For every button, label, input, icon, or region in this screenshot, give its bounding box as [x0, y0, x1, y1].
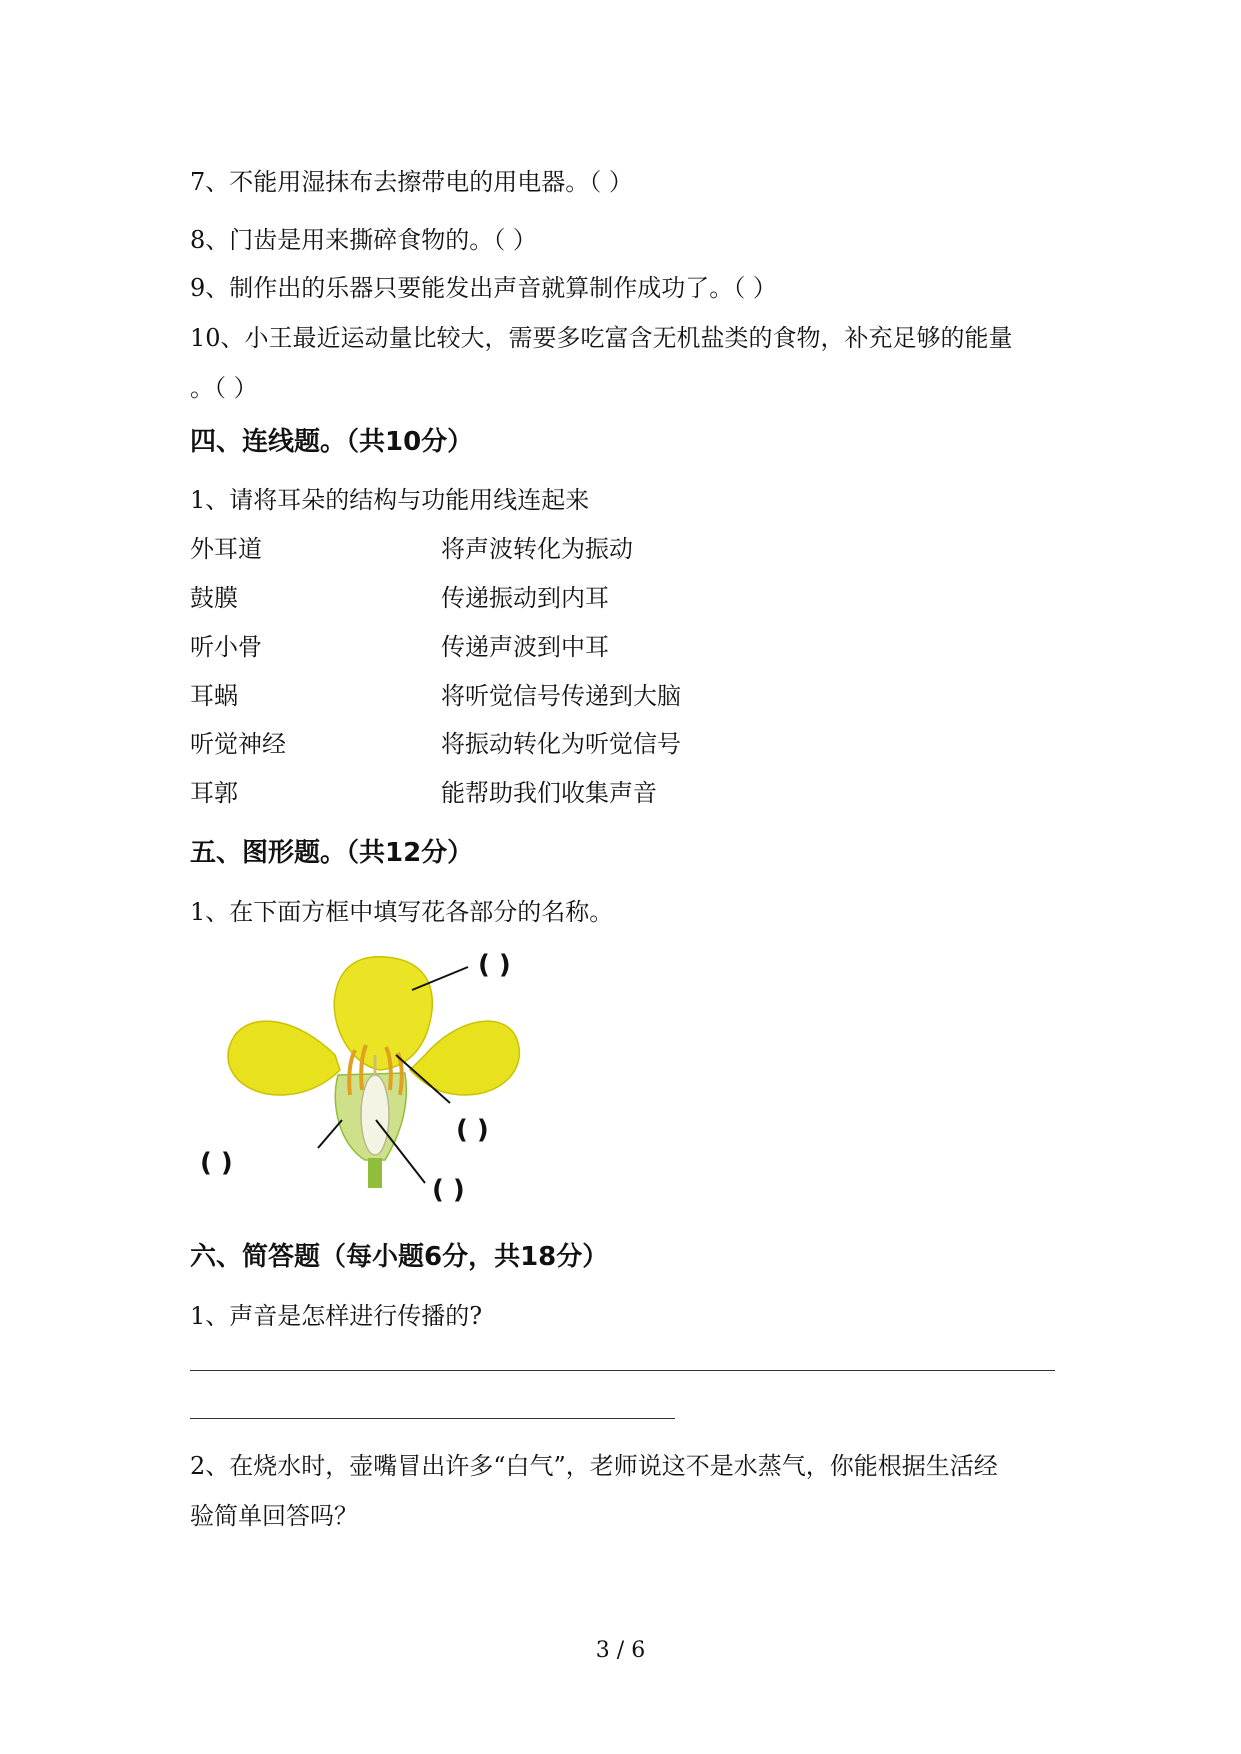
pistil	[361, 1075, 389, 1155]
section-6-heading: 六、简答题（每小题6分，共18分）	[190, 1242, 609, 1272]
ear-part-item: 听小骨	[190, 633, 262, 661]
ear-function-item: 能帮助我们收集声音	[441, 779, 657, 807]
page-number: 3 / 6	[595, 1638, 646, 1663]
ear-function-item: 将振动转化为听觉信号	[441, 730, 681, 758]
pointer-line	[318, 1120, 342, 1148]
section-4-heading: 四、连线题。（共10分）	[190, 427, 474, 457]
section-6-question-1: 1、声音是怎样进行传播的?	[190, 1302, 483, 1330]
ear-part-item: 听觉神经	[190, 730, 286, 758]
section-5-heading: 五、图形题。（共12分）	[190, 838, 474, 868]
section-5-question-1: 1、在下面方框中填写花各部分的名称。	[190, 898, 614, 926]
stem	[368, 1158, 382, 1188]
question-10-line1: 10、小王最近运动量比较大，需要多吃富含无机盐类的食物，补充足够的能量	[190, 324, 1013, 352]
top-petal	[334, 957, 432, 1070]
ear-function-item: 传递振动到内耳	[441, 584, 609, 612]
section-6-question-2-line1: 2、在烧水时，壶嘴冒出许多“白气”，老师说这不是水蒸气，你能根据生活经	[190, 1452, 998, 1480]
blank-petal[interactable]: ( )	[478, 950, 511, 980]
section-6-question-2-line2: 验简单回答吗？	[190, 1502, 358, 1530]
ear-part-item: 鼓膜	[190, 584, 238, 612]
blank-stamen[interactable]: ( )	[456, 1115, 489, 1145]
section-4-question-1: 1、请将耳朵的结构与功能用线连起来	[190, 486, 590, 514]
blank-pistil[interactable]: ( )	[432, 1175, 465, 1205]
ear-part-item: 外耳道	[190, 535, 262, 563]
left-petal	[228, 1021, 340, 1095]
question-10-line2: 。（ ）	[190, 374, 258, 402]
ear-part-item: 耳郭	[190, 779, 238, 807]
ear-function-item: 将听觉信号传递到大脑	[441, 682, 681, 710]
answer-line[interactable]	[190, 1370, 1055, 1371]
question-8: 8、门齿是用来撕碎食物的。（ ）	[190, 226, 537, 254]
answer-line[interactable]	[190, 1418, 675, 1419]
blank-sepal[interactable]: ( )	[200, 1148, 233, 1178]
question-7: 7、不能用湿抹布去擦带电的用电器。（ ）	[190, 168, 633, 196]
flower-diagram	[200, 955, 620, 1215]
question-9: 9、制作出的乐器只要能发出声音就算制作成功了。（ ）	[190, 274, 777, 302]
ear-function-item: 传递声波到中耳	[441, 633, 609, 661]
ear-function-item: 将声波转化为振动	[441, 535, 633, 563]
ear-part-item: 耳蜗	[190, 682, 238, 710]
